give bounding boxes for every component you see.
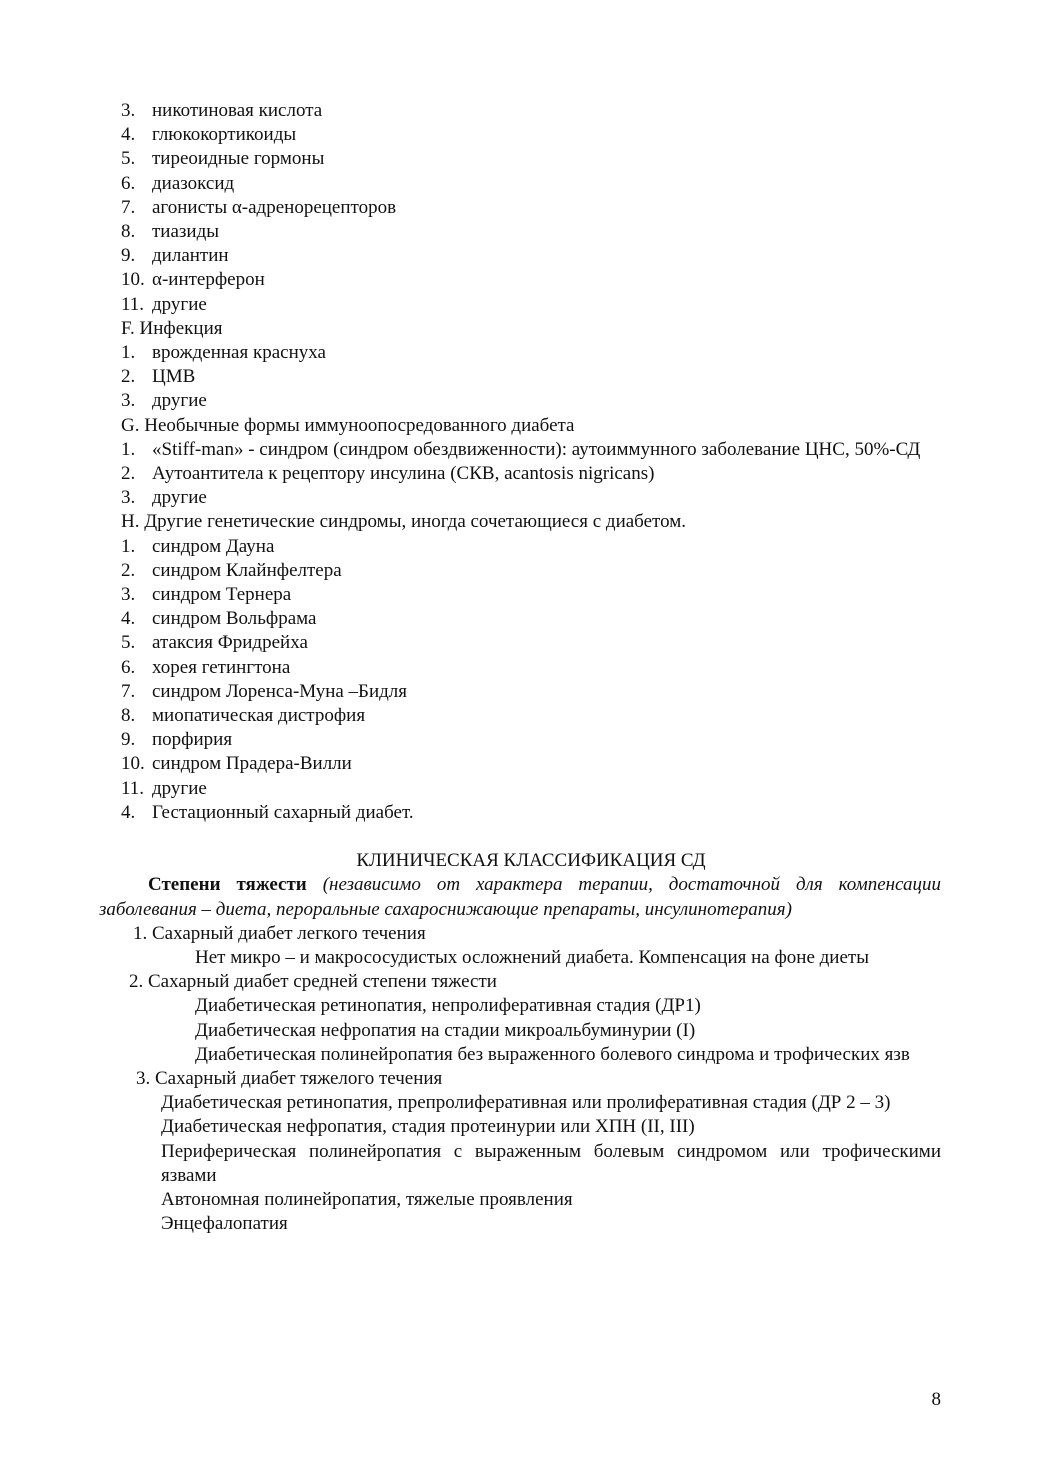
genetic-syndromes-list bbox=[121, 535, 941, 801]
severity-intro-bold: Степени тяжести bbox=[148, 874, 307, 896]
list-item bbox=[121, 244, 941, 268]
list-item-number: 8. bbox=[121, 705, 136, 727]
list-item-number: 10. bbox=[121, 753, 145, 775]
list-item-number: 8. bbox=[121, 221, 136, 243]
list-item bbox=[121, 172, 941, 196]
list-item bbox=[121, 438, 941, 462]
list-item-number: 2. bbox=[121, 559, 136, 581]
list-item bbox=[121, 680, 941, 704]
list-item-text: другие bbox=[152, 390, 207, 412]
list-item-number: 3. bbox=[121, 100, 136, 121]
list-item-number: 3. bbox=[121, 584, 136, 606]
list-item bbox=[121, 196, 941, 220]
list-item bbox=[121, 341, 941, 365]
list-item-text: ЦМВ bbox=[152, 366, 196, 388]
page-number: 8 bbox=[931, 1389, 941, 1410]
list-item-number: 4. bbox=[121, 608, 136, 630]
severity-criterion: Диабетическая нефропатия, стадия протеинурии или ХПН (II, III) bbox=[161, 1116, 695, 1138]
list-item-number: 9. bbox=[121, 245, 136, 267]
list-item-text: тиреоидные гормоны bbox=[152, 148, 325, 170]
list-item-number: 3. bbox=[121, 390, 136, 412]
severity-criterion: Диабетическая ретинопатия, непролиферативная стадия (ДР1) bbox=[195, 995, 701, 1017]
list-item bbox=[121, 656, 941, 680]
grade-3-title: 3. Сахарный диабет тяжелого течения bbox=[136, 1067, 443, 1089]
list-item-text: синдром Вольфрама bbox=[152, 608, 317, 630]
section-heading-clinical: КЛИНИЧЕСКАЯ КЛАССИФИКАЦИЯ СД bbox=[356, 850, 706, 872]
list-item bbox=[121, 631, 941, 655]
grade-1-items bbox=[121, 946, 941, 970]
list-item bbox=[121, 220, 941, 244]
list-item-text: диазоксид bbox=[152, 172, 235, 194]
list-item-text: тиазиды bbox=[152, 221, 220, 243]
severity-intro-italic: (независимо от характера терапии, достаточной для компенсации заболевания – диета, пероральные сахароснижающие препараты, инсулинотерапия) bbox=[99, 874, 941, 920]
list-item-text: хорея гетингтона bbox=[152, 656, 291, 678]
list-item-text: миопатическая дистрофия bbox=[152, 705, 366, 727]
section-g-title: G. Необычные формы иммуноопосредованного диабета bbox=[121, 414, 575, 436]
list-item-text: другие bbox=[152, 777, 207, 799]
list-item-number: 2. bbox=[121, 463, 136, 485]
list-item-text: α-интерферон bbox=[152, 269, 265, 291]
list-item-number: 6. bbox=[121, 172, 136, 194]
list-item-text: другие bbox=[152, 293, 207, 315]
grade-2-title: 2. Сахарный диабет средней степени тяжести bbox=[129, 971, 497, 993]
list-item bbox=[121, 535, 941, 559]
list-item bbox=[121, 123, 941, 147]
grade-3-items bbox=[121, 1091, 941, 1236]
list-item-number: 10. bbox=[121, 269, 145, 291]
grade-1-title: 1. Сахарный диабет легкого течения bbox=[133, 922, 426, 944]
list-item-number: 7. bbox=[121, 680, 136, 702]
infection-list bbox=[121, 341, 941, 414]
list-item-text: другие bbox=[152, 487, 207, 509]
list-item-number: 5. bbox=[121, 148, 136, 170]
list-item-text: синдром Дауна bbox=[152, 535, 275, 557]
severity-criterion: Диабетическая нефропатия на стадии микроальбуминурии (I) bbox=[195, 1019, 696, 1041]
list-item-number: 9. bbox=[121, 729, 136, 751]
list-item bbox=[121, 728, 941, 752]
list-item-gestational bbox=[121, 801, 941, 825]
list-item bbox=[121, 777, 941, 801]
list-item-number: 11. bbox=[121, 777, 145, 799]
section-f-title: F. Инфекция bbox=[121, 317, 223, 339]
immune-diabetes-list bbox=[121, 438, 941, 511]
severity-criterion: Нет микро – и макрососудистых осложнений диабета. Компенсация на фоне диеты bbox=[195, 946, 869, 968]
list-item-number: 1. bbox=[121, 535, 136, 557]
list-item bbox=[121, 752, 941, 776]
list-item-text: Гестационный сахарный диабет. bbox=[152, 801, 414, 823]
list-item-number: 2. bbox=[121, 366, 136, 388]
list-item-text: Аутоантитела к рецептору инсулина (СКВ, acantosis nigricans) bbox=[152, 463, 655, 485]
list-item-number: 4. bbox=[121, 801, 136, 823]
list-item bbox=[121, 607, 941, 631]
list-item-text: «Stiff-man» - синдром (синдром обездвиженности): аутоиммунного заболевание ЦНС, 50%-СД bbox=[152, 438, 921, 460]
section-h-title: H. Другие генетические синдромы, иногда сочетающиеся с диабетом. bbox=[121, 511, 686, 533]
list-item bbox=[121, 486, 941, 510]
severity-criterion: Энцефалопатия bbox=[161, 1213, 288, 1235]
list-item-text: синдром Клайнфелтера bbox=[152, 559, 342, 581]
list-item-number: 5. bbox=[121, 632, 136, 654]
list-item bbox=[121, 389, 941, 413]
list-item-text: врожденная краснуха bbox=[152, 342, 326, 364]
grade-2-items bbox=[121, 994, 941, 1067]
list-item-number: 6. bbox=[121, 656, 136, 678]
list-item-number: 1. bbox=[121, 342, 136, 364]
list-item bbox=[121, 365, 941, 389]
list-item bbox=[121, 268, 941, 292]
page-content bbox=[99, 99, 941, 1236]
list-item bbox=[121, 99, 941, 123]
list-item-text: синдром Тернера bbox=[152, 584, 292, 606]
list-item-text: никотиновая кислота bbox=[152, 100, 323, 121]
list-item-text: атаксия Фридрейха bbox=[152, 632, 308, 654]
list-item bbox=[121, 559, 941, 583]
list-item bbox=[121, 462, 941, 486]
severity-criterion: Автономная полинейропатия, тяжелые проявления bbox=[161, 1188, 573, 1210]
list-item-number: 4. bbox=[121, 124, 136, 146]
list-item bbox=[121, 583, 941, 607]
list-item bbox=[121, 704, 941, 728]
list-item-number: 7. bbox=[121, 196, 136, 218]
list-item-text: агонисты α-адренорецепторов bbox=[152, 196, 397, 218]
list-item-text: порфирия bbox=[152, 729, 233, 751]
list-item-number: 3. bbox=[121, 487, 136, 509]
list-item-number: 1. bbox=[121, 438, 136, 460]
list-item bbox=[121, 293, 941, 317]
severity-criterion: Диабетическая полинейропатия без выраженного болевого синдрома и трофических язв bbox=[195, 1043, 910, 1065]
list-item-text: синдром Прадера-Вилли bbox=[152, 753, 352, 775]
severity-criterion: Диабетическая ретинопатия, препролиферативная или пролиферативная стадия (ДР 2 – 3) bbox=[161, 1092, 891, 1114]
list-item-text: синдром Лоренса-Муна –Бидля bbox=[152, 680, 408, 702]
severity-criterion: Периферическая полинейропатия с выраженным болевым синдромом или трофическими язвами bbox=[161, 1140, 941, 1186]
severity-intro-paragraph bbox=[99, 873, 941, 921]
list-item-text: глюкокортикоиды bbox=[152, 124, 297, 146]
list-item-text: дилантин bbox=[152, 245, 229, 267]
drug-list-continued bbox=[121, 99, 941, 317]
list-item-number: 11. bbox=[121, 293, 145, 315]
list-item bbox=[121, 147, 941, 171]
